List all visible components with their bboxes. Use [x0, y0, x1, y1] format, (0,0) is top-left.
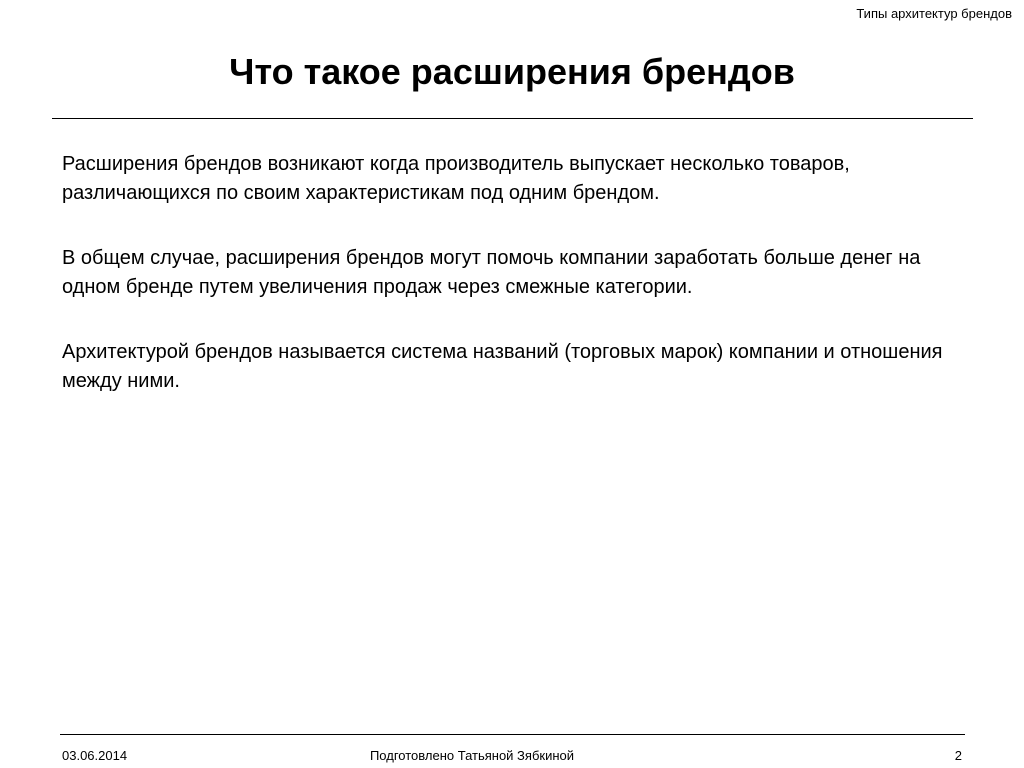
- footer-divider: [60, 734, 965, 735]
- slide-title: Что такое расширения брендов: [229, 51, 795, 92]
- title-divider: [52, 118, 973, 119]
- section-label: Типы архитектур брендов: [856, 6, 1012, 21]
- slide-body: [62, 150, 962, 432]
- paragraph-3: Архитектурой брендов называется система названий (торговых марок) компании и отношения между ними.: [62, 341, 943, 392]
- paragraph-2: В общем случае, расширения брендов могут помочь компании заработать больше денег на одном бренде путем увеличения продаж через смежные категории.: [62, 247, 921, 298]
- page-number: 2: [954, 748, 962, 763]
- footer-date: 03.06.2014: [62, 748, 128, 763]
- paragraph-1: Расширения брендов возникают когда производитель выпускает несколько товаров, различающихся по своим характеристикам под одним брендом.: [62, 153, 850, 204]
- footer-author: Подготовлено Татьяной Зябкиной: [369, 748, 575, 763]
